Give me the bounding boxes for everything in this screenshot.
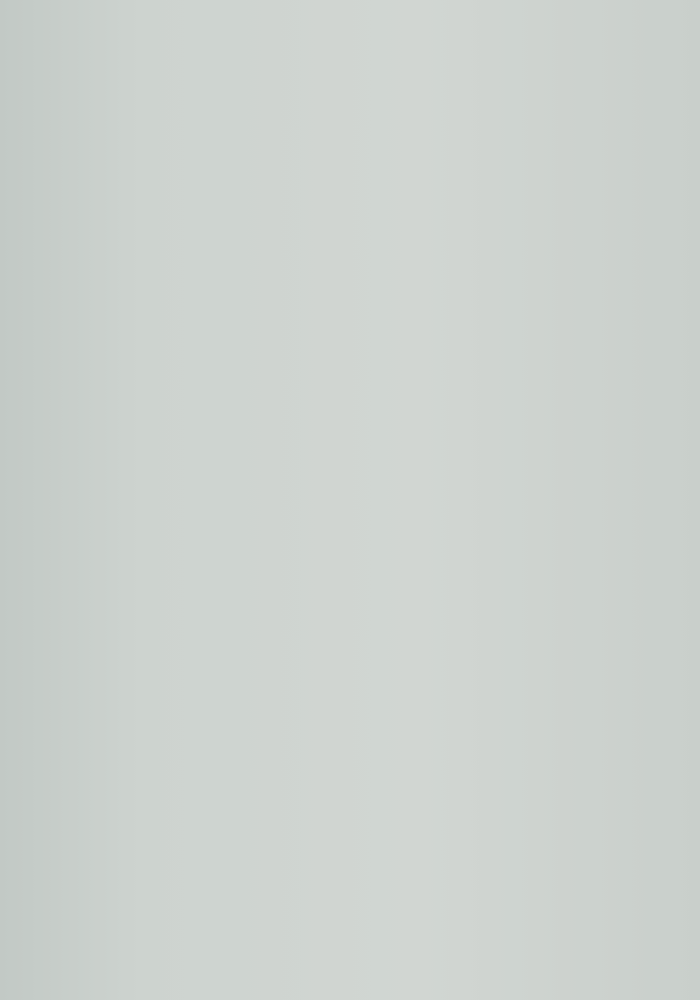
top-text-block	[88, 76, 668, 516]
bottom-text-block	[80, 525, 672, 945]
